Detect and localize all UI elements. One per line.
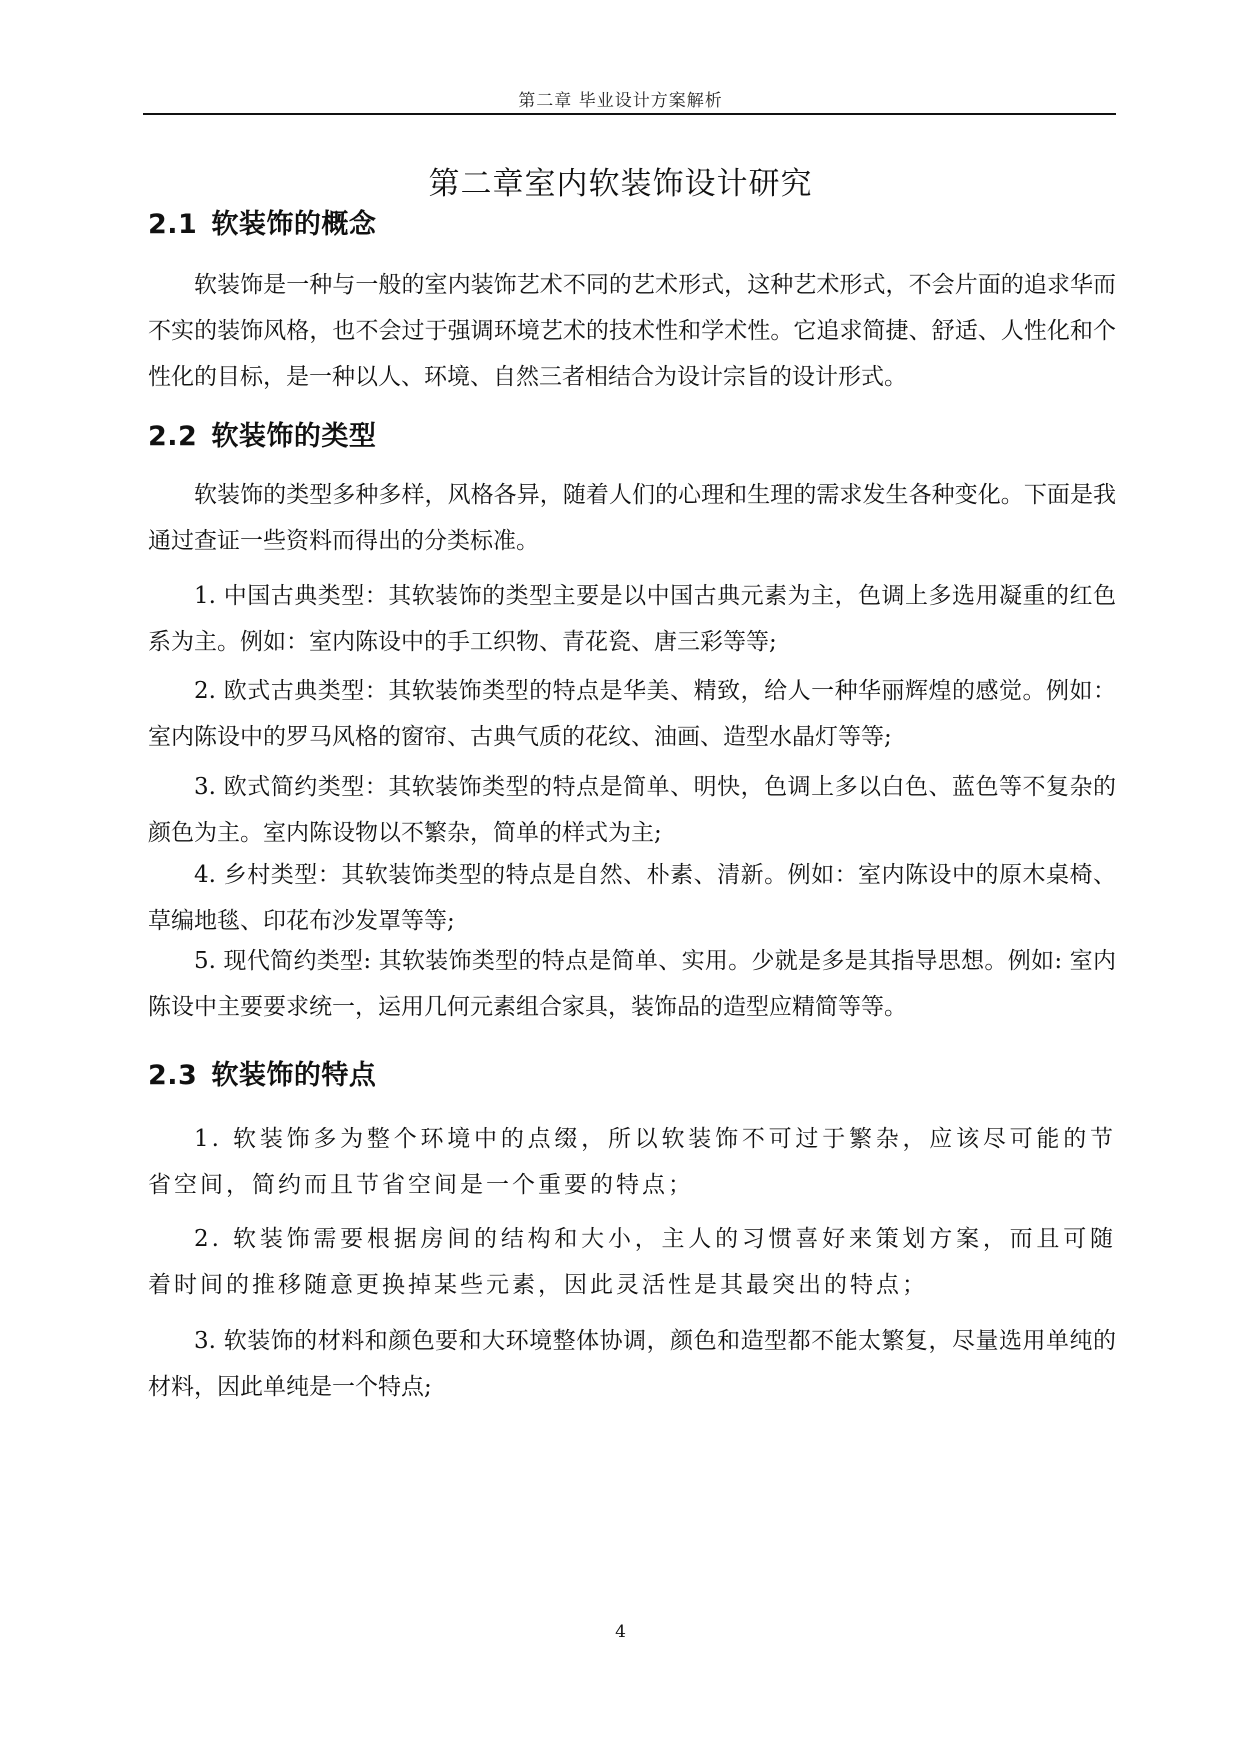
paragraph-types-intro: 软装饰的类型多种多样，风格各异，随着人们的心理和生理的需求发生各种变化。下面是我通过查证一些资料而得出的分类标准。 (148, 482, 1116, 554)
section-heading-2-2 (148, 414, 376, 453)
paragraph-type-chinese-classical: 1. 中国古典类型：其软装饰的类型主要是以中国古典元素为主，色调上多选用凝重的红色系为主。例如：室内陈设中的手工织物、青花瓷、唐三彩等等; (148, 583, 1116, 655)
paragraph-type-modern-simple: 5. 现代简约类型: 其软装饰类型的特点是简单、实用。少就是多是其指导思想。例如: 室内陈设中主要要求统一，运用几何元素组合家具，装饰品的造型应精简等等。 (148, 948, 1116, 1020)
section-title: 软装饰的特点 (211, 1060, 377, 1091)
section-number: 2.2 (148, 421, 198, 452)
paragraph-type-european-classical: 2. 欧式古典类型：其软装饰类型的特点是华美、精致，给人一种华丽辉煌的感觉。例如：室内陈设中的罗马风格的窗帘、古典气质的花纹、油画、造型水晶灯等等; (148, 678, 1116, 750)
paragraph-feature-2: 2. 软装饰需要根据房间的结构和大小，主人的习惯喜好来策划方案，而且可随着时间的推移随意更换掉某些元素，因此灵活性是其最突出的特点； (148, 1226, 1116, 1298)
chapter-title: 第二章室内软装饰设计研究 (428, 166, 813, 202)
section-heading-2-1 (148, 202, 376, 241)
paragraph-type-european-simple: 3. 欧式简约类型：其软装饰类型的特点是简单、明快，色调上多以白色、蓝色等不复杂的颜色为主。室内陈设物以不繁杂，简单的样式为主; (148, 774, 1116, 846)
header-rule (143, 113, 1116, 115)
section-heading-2-3 (148, 1053, 376, 1092)
running-header: 第二章 毕业设计方案解析 (518, 91, 723, 111)
section-title: 软装饰的概念 (211, 209, 377, 240)
paragraph-feature-1: 1. 软装饰多为整个环境中的点缀，所以软装饰不可过于繁杂，应该尽可能的节省空间，简约而且节省空间是一个重要的特点； (148, 1126, 1116, 1198)
paragraph-concept: 软装饰是一种与一般的室内装饰艺术不同的艺术形式，这种艺术形式，不会片面的追求华而不实的装饰风格，也不会过于强调环境艺术的技术性和学术性。它追求简捷、舒适、人性化和个性化的目标，是一种以人、环境、自然三者相结合为设计宗旨的设计形式。 (148, 272, 1116, 390)
section-title: 软装饰的类型 (211, 421, 377, 452)
paragraph-type-rural: 4. 乡村类型：其软装饰类型的特点是自然、朴素、清新。例如：室内陈设中的原木桌椅、草编地毯、印花布沙发罩等等; (148, 862, 1116, 934)
section-number: 2.3 (148, 1060, 198, 1091)
section-number: 2.1 (148, 209, 198, 240)
paragraph-feature-3: 3. 软装饰的材料和颜色要和大环境整体协调，颜色和造型都不能太繁复，尽量选用单纯的材料，因此单纯是一个特点; (148, 1328, 1116, 1400)
page-number: 4 (615, 1622, 626, 1642)
